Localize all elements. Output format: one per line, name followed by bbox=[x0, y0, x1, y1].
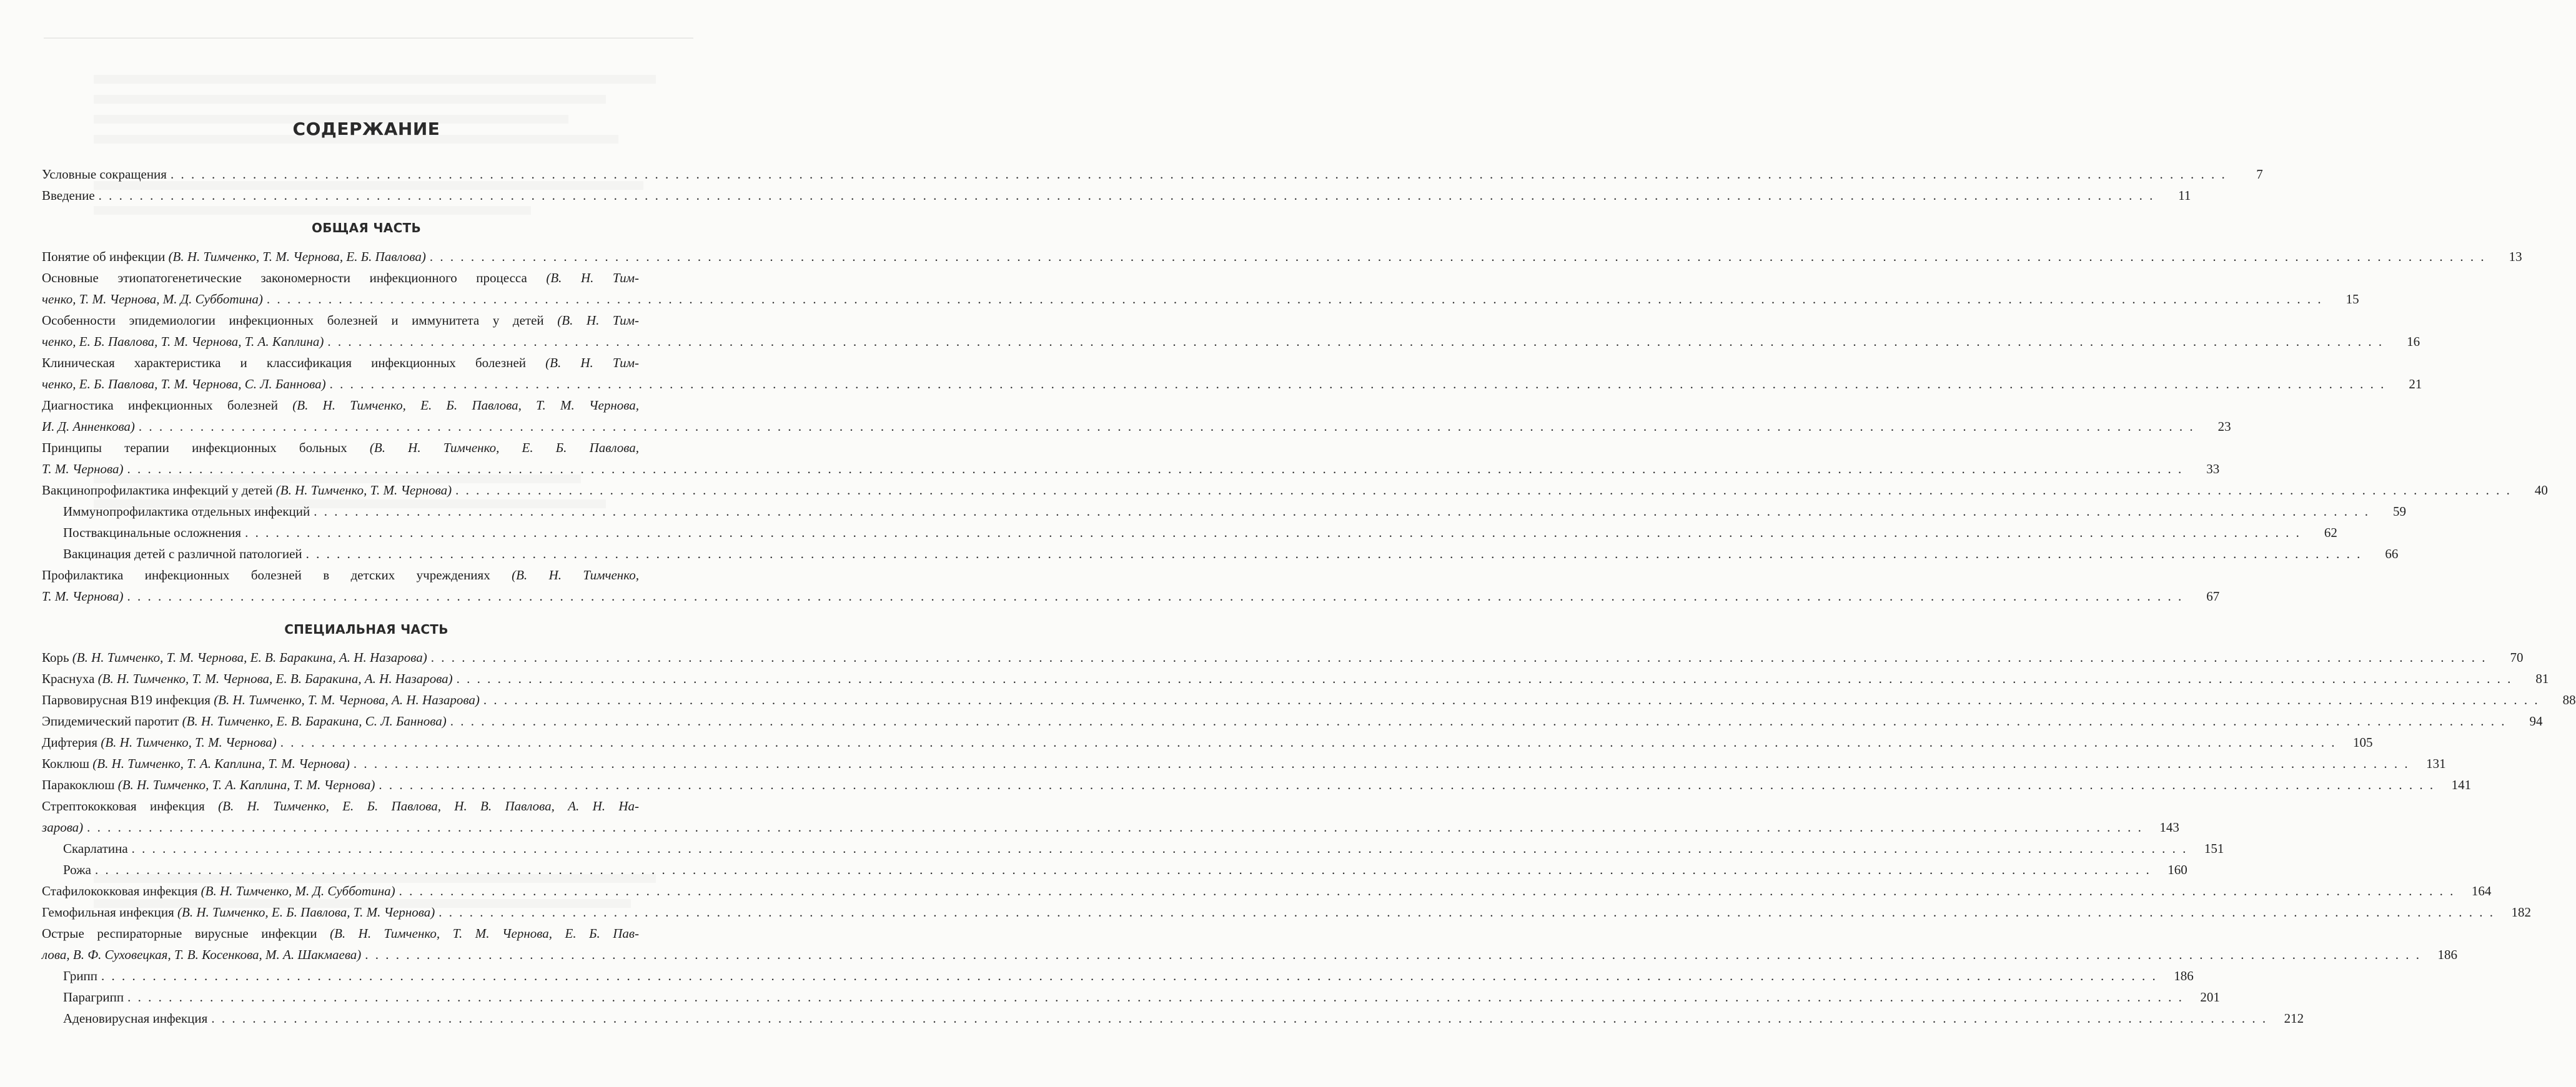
toc-entry-last-line bbox=[42, 416, 2231, 437]
toc-entry-text bbox=[42, 164, 167, 185]
toc-entry[interactable] bbox=[42, 352, 2422, 395]
toc-page-number: 186 bbox=[2174, 968, 2194, 983]
dot-leader: . . . . . . . . . . . . . . . . . . . . . . . . . . . . . . . . . . . . . . . . . . . . . . . . . . . . . . . . . . . . . . . . . . . . . . . . . . . . . . . . . . . . . . . . . . . . . . . . . . . . . . . . . . . . . . . . . . . . . . . . . . . . . . . . . . . . . . . . . . . . . . . . . . . . . . . . . . . . . . . . . . . . . . . . . . . . . . . . . . . . . . . . . . . . . . . . . . . . . . . . bbox=[456, 671, 2513, 686]
toc-entry[interactable] bbox=[42, 395, 2231, 437]
toc-entry[interactable] bbox=[42, 689, 2576, 711]
toc-page-number: 21 bbox=[2409, 376, 2422, 391]
dot-leader: . . . . . . . . . . . . . . . . . . . . . . . . . . . . . . . . . . . . . . . . . . . . . . . . . . . . . . . . . . . . . . . . . . . . . . . . . . . . . . . . . . . . . . . . . . . . . . . . . . . . . . . . . . . . . . . . . . . . . . . . . . . . . . . . . . . . . . . . . . . . . . . . . . . . . . . . . . . . . . . . . . . . . . . . . . . . . . . . . . . . . . . . . . . . . . . . . . . . . . . . bbox=[87, 820, 2143, 835]
toc-entry-text bbox=[42, 944, 361, 965]
toc-entry-text bbox=[42, 373, 326, 395]
toc-entry-text bbox=[42, 185, 95, 206]
toc-entry-last-line bbox=[42, 817, 2179, 838]
toc-entry-title: Особенности эпидемиологии инфекционных болезней и иммунитета у детей bbox=[42, 313, 544, 328]
toc-entry-last-line bbox=[42, 246, 2522, 267]
toc-entry-text bbox=[42, 647, 427, 668]
toc-entry-title: Паракоклюш bbox=[42, 777, 118, 792]
toc-entry-authors: ченко, Е. Б. Павлова, Т. М. Чернова, С. Л. Баннова) bbox=[42, 376, 326, 391]
toc-entry-first-line bbox=[42, 437, 683, 458]
toc-entry-title: Аденовирусная инфекция bbox=[63, 1011, 208, 1026]
toc-entry-last-line bbox=[63, 501, 2407, 522]
toc-entry-last-line bbox=[42, 373, 2422, 395]
toc-page-number: 7 bbox=[2256, 167, 2263, 182]
dot-leader: . . . . . . . . . . . . . . . . . . . . . . . . . . . . . . . . . . . . . . . . . . . . . . . . . . . . . . . . . . . . . . . . . . . . . . . . . . . . . . . . . . . . . . . . . . . . . . . . . . . . . . . . . . . . . . . . . . . . . . . . . . . . . . . . . . . . . . . . . . . . . . . . . . . . . . . . . . . . . . . . . . . . . . . . . . . . . . . . . . . . . . . . . . . . . . . . . . . . . . . . bbox=[379, 777, 2435, 792]
toc-entry-authors: (В. Н. Тимченко, Е. Б. Павлова, Т. М. Чернова) bbox=[177, 905, 435, 920]
toc-entry-authors: Т. М. Чернова) bbox=[42, 589, 124, 604]
toc-entry-last-line bbox=[42, 164, 2263, 185]
toc-entry[interactable] bbox=[42, 310, 2420, 352]
toc-entry-last-line bbox=[42, 185, 2191, 206]
toc-entry-authors: (В. Н. Тимченко, Т. М. Чернова, Е. В. Баракина, А. Н. Назарова) bbox=[97, 671, 453, 686]
dot-leader: . . . . . . . . . . . . . . . . . . . . . . . . . . . . . . . . . . . . . . . . . . . . . . . . . . . . . . . . . . . . . . . . . . . . . . . . . . . . . . . . . . . . . . . . . . . . . . . . . . . . . . . . . . . . . . . . . . . . . . . . . . . . . . . . . . . . . . . . . . . . . . . . . . . . . . . . . . . . . . . . . . . . . . . . . . . . . . . . . . . . . . . . . . . . . . . . . . . . . . . . bbox=[245, 525, 2301, 540]
dot-leader: . . . . . . . . . . . . . . . . . . . . . . . . . . . . . . . . . . . . . . . . . . . . . . . . . . . . . . . . . . . . . . . . . . . . . . . . . . . . . . . . . . . . . . . . . . . . . . . . . . . . . . . . . . . . . . . . . . . . . . . . . . . . . . . . . . . . . . . . . . . . . . . . . . . . . . . . . . . . . . . . . . . . . . . . . . . . . . . . . . . . . . . . . . . . . . . . . . . . . . . . bbox=[327, 334, 2384, 349]
toc-subentry[interactable] bbox=[63, 1008, 2304, 1029]
toc-subentry[interactable] bbox=[63, 522, 2337, 543]
toc-page-number: 67 bbox=[2206, 589, 2220, 604]
toc-entry-last-line bbox=[63, 859, 2187, 880]
dot-leader: . . . . . . . . . . . . . . . . . . . . . . . . . . . . . . . . . . . . . . . . . . . . . . . . . . . . . . . . . . . . . . . . . . . . . . . . . . . . . . . . . . . . . . . . . . . . . . . . . . . . . . . . . . . . . . . . . . . . . . . . . . . . . . . . . . . . . . . . . . . . . . . . . . . . . . . . . . . . . . . . . . . . . . . . . . . . . . . . . . . . . . . . . . . . . . . . . . . . . . . . bbox=[455, 483, 2512, 498]
toc-entry-authors: (В. Н. Тимченко, Е. В. Баракина, С. Л. Баннова) bbox=[182, 714, 447, 729]
toc-entry-last-line bbox=[42, 732, 2373, 753]
toc-entry-title: Принципы терапии инфекционных больных bbox=[42, 440, 347, 455]
toc-entry-title: Парвовирусная В19 инфекция bbox=[42, 692, 214, 707]
dot-leader: . . . . . . . . . . . . . . . . . . . . . . . . . . . . . . . . . . . . . . . . . . . . . . . . . . . . . . . . . . . . . . . . . . . . . . . . . . . . . . . . . . . . . . . . . . . . . . . . . . . . . . . . . . . . . . . . . . . . . . . . . . . . . . . . . . . . . . . . . . . . . . . . . . . . . . . . . . . . . . . . . . . . . . . . . . . . . . . . . . . . . . . . . . . . . . . . . . . . . . . . bbox=[483, 692, 2540, 707]
toc-entry[interactable] bbox=[42, 902, 2532, 923]
toc-entry-text bbox=[42, 689, 480, 711]
toc-entry-title: Парагрипп bbox=[63, 990, 124, 1005]
dot-leader: . . . . . . . . . . . . . . . . . . . . . . . . . . . . . . . . . . . . . . . . . . . . . . . . . . . . . . . . . . . . . . . . . . . . . . . . . . . . . . . . . . . . . . . . . . . . . . . . . . . . . . . . . . . . . . . . . . . . . . . . . . . . . . . . . . . . . . . . . . . . . . . . . . . . . . . . . . . . . . . . . . . . . . . . . . . . . . . . . . . . . . . . . . . . . . . . . . . . . . . . bbox=[101, 968, 2157, 983]
toc-entry-title: Введение bbox=[42, 188, 95, 203]
toc-entry-text bbox=[63, 859, 91, 880]
toc-entry-last-line bbox=[42, 668, 2549, 689]
toc-entry-title: Вакцинопрофилактика инфекций у детей bbox=[42, 483, 276, 498]
toc-page-number: 13 bbox=[2509, 249, 2522, 264]
toc-entry-title: Иммунопрофилактика отдельных инфекций bbox=[63, 504, 310, 519]
toc-entry-text bbox=[42, 586, 124, 607]
toc-entry-authors: (В. Н. Тимченко, Т. М. Чернова, А. Н. Назарова) bbox=[214, 692, 480, 707]
toc-entry-title: Краснуха bbox=[42, 671, 98, 686]
toc-entry-title: Скарлатина bbox=[63, 841, 128, 856]
toc-entry-text bbox=[42, 880, 395, 902]
dot-leader: . . . . . . . . . . . . . . . . . . . . . . . . . . . . . . . . . . . . . . . . . . . . . . . . . . . . . . . . . . . . . . . . . . . . . . . . . . . . . . . . . . . . . . . . . . . . . . . . . . . . . . . . . . . . . . . . . . . . . . . . . . . . . . . . . . . . . . . . . . . . . . . . . . . . . . . . . . . . . . . . . . . . . . . . . . . . . . . . . . . . . . . . . . . . . . . . . . . . . . . . bbox=[365, 947, 2422, 962]
toc-entry-last-line bbox=[42, 902, 2532, 923]
toc-entry-authors: (В. Н. Тимченко, Т. А. Каплина, Т. М. Чернова) bbox=[92, 756, 350, 771]
toc-entry-title: Понятие об инфекции bbox=[42, 249, 169, 264]
toc-entry-text bbox=[42, 817, 83, 838]
toc-page-number: 15 bbox=[2346, 292, 2359, 307]
toc-entry-title: Острые респираторные вирусные инфекции bbox=[42, 926, 317, 941]
toc-page-number: 151 bbox=[2204, 841, 2224, 856]
toc-entry-text bbox=[42, 246, 426, 267]
toc-entry-last-line bbox=[42, 944, 2458, 965]
toc-entry-text bbox=[42, 774, 375, 795]
toc-entry-last-line bbox=[63, 1008, 2304, 1029]
toc-entry[interactable] bbox=[42, 246, 2522, 267]
dot-leader: . . . . . . . . . . . . . . . . . . . . . . . . . . . . . . . . . . . . . . . . . . . . . . . . . . . . . . . . . . . . . . . . . . . . . . . . . . . . . . . . . . . . . . . . . . . . . . . . . . . . . . . . . . . . . . . . . . . . . . . . . . . . . . . . . . . . . . . . . . . . . . . . . . . . . . . . . . . . . . . . . . . . . . . . . . . . . . . . . . . . . . . . . . . . . . . . . . . . . . . . bbox=[430, 650, 2487, 665]
toc-subentry[interactable] bbox=[63, 986, 2220, 1008]
dot-leader: . . . . . . . . . . . . . . . . . . . . . . . . . . . . . . . . . . . . . . . . . . . . . . . . . . . . . . . . . . . . . . . . . . . . . . . . . . . . . . . . . . . . . . . . . . . . . . . . . . . . . . . . . . . . . . . . . . . . . . . . . . . . . . . . . . . . . . . . . . . . . . . . . . . . . . . . . . . . . . . . . . . . . . . . . . . . . . . . . . . . . . . . . . . . . . . . . . . . . . . . bbox=[170, 167, 2227, 182]
toc-entry-title: Диагностика инфекционных болезней bbox=[42, 398, 278, 413]
toc-entry-text bbox=[42, 753, 350, 774]
dot-leader: . . . . . . . . . . . . . . . . . . . . . . . . . . . . . . . . . . . . . . . . . . . . . . . . . . . . . . . . . . . . . . . . . . . . . . . . . . . . . . . . . . . . . . . . . . . . . . . . . . . . . . . . . . . . . . . . . . . . . . . . . . . . . . . . . . . . . . . . . . . . . . . . . . . . . . . . . . . . . . . . . . . . . . . . . . . . . . . . . . . . . . . . . . . . . . . . . . . . . . . . bbox=[399, 883, 2455, 898]
toc-entry[interactable] bbox=[42, 880, 2492, 902]
toc-entry-text bbox=[63, 543, 302, 564]
toc-entry-text bbox=[63, 1008, 207, 1029]
toc-page-number: 62 bbox=[2324, 525, 2337, 540]
toc-subentry[interactable] bbox=[63, 501, 2407, 522]
dot-leader: . . . . . . . . . . . . . . . . . . . . . . . . . . . . . . . . . . . . . . . . . . . . . . . . . . . . . . . . . . . . . . . . . . . . . . . . . . . . . . . . . . . . . . . . . . . . . . . . . . . . . . . . . . . . . . . . . . . . . . . . . . . . . . . . . . . . . . . . . . . . . . . . . . . . . . . . . . . . . . . . . . . . . . . . . . . . . . . . . . . . . . . . . . . . . . . . . . . . . . . . bbox=[353, 756, 2410, 771]
toc-entry-title: Гемофильная инфекция bbox=[42, 905, 178, 920]
toc-entry-last-line bbox=[63, 986, 2220, 1008]
toc-entry-text bbox=[42, 288, 263, 310]
toc-page-number: 105 bbox=[2352, 735, 2373, 750]
toc-entry-authors: (В. Н. Тим- bbox=[543, 313, 639, 328]
toc-entry-first-line bbox=[42, 352, 683, 373]
toc-entry-first-line bbox=[42, 564, 683, 586]
toc-entry-last-line bbox=[42, 458, 2220, 480]
toc-entry-first-line bbox=[42, 310, 683, 331]
page-title: СОДЕРЖАНИЕ bbox=[292, 119, 440, 139]
toc-entry-text bbox=[42, 711, 447, 732]
toc-entry[interactable] bbox=[42, 437, 2220, 480]
toc-entry-title: Грипп bbox=[63, 968, 98, 983]
toc-entry-text bbox=[63, 986, 124, 1008]
toc-page-number: 201 bbox=[2200, 990, 2220, 1005]
dot-leader: . . . . . . . . . . . . . . . . . . . . . . . . . . . . . . . . . . . . . . . . . . . . . . . . . . . . . . . . . . . . . . . . . . . . . . . . . . . . . . . . . . . . . . . . . . . . . . . . . . . . . . . . . . . . . . . . . . . . . . . . . . . . . . . . . . . . . . . . . . . . . . . . . . . . . . . . . . . . . . . . . . . . . . . . . . . . . . . . . . . . . . . . . . . . . . . . . . . . . . . . bbox=[329, 376, 2386, 391]
toc-entry[interactable] bbox=[42, 267, 2359, 310]
toc-entry-title: Стрептококковая инфекция bbox=[42, 799, 205, 814]
toc-page-number: 23 bbox=[2217, 419, 2231, 434]
toc-entry-text bbox=[63, 838, 128, 859]
dot-leader: . . . . . . . . . . . . . . . . . . . . . . . . . . . . . . . . . . . . . . . . . . . . . . . . . . . . . . . . . . . . . . . . . . . . . . . . . . . . . . . . . . . . . . . . . . . . . . . . . . . . . . . . . . . . . . . . . . . . . . . . . . . . . . . . . . . . . . . . . . . . . . . . . . . . . . . . . . . . . . . . . . . . . . . . . . . . . . . . . . . . . . . . . . . . . . . . . . . . . . . . bbox=[211, 1011, 2268, 1026]
toc-subentry[interactable] bbox=[63, 543, 2399, 564]
toc-subentry[interactable] bbox=[63, 965, 2194, 986]
dot-leader: . . . . . . . . . . . . . . . . . . . . . . . . . . . . . . . . . . . . . . . . . . . . . . . . . . . . . . . . . . . . . . . . . . . . . . . . . . . . . . . . . . . . . . . . . . . . . . . . . . . . . . . . . . . . . . . . . . . . . . . . . . . . . . . . . . . . . . . . . . . . . . . . . . . . . . . . . . . . . . . . . . . . . . . . . . . . . . . . . . . . . . . . . . . . . . . . . . . . . . . . bbox=[266, 292, 2323, 307]
dot-leader: . . . . . . . . . . . . . . . . . . . . . . . . . . . . . . . . . . . . . . . . . . . . . . . . . . . . . . . . . . . . . . . . . . . . . . . . . . . . . . . . . . . . . . . . . . . . . . . . . . . . . . . . . . . . . . . . . . . . . . . . . . . . . . . . . . . . . . . . . . . . . . . . . . . . . . . . . . . . . . . . . . . . . . . . . . . . . . . . . . . . . . . . . . . . . . . . . . . . . . . . bbox=[131, 841, 2188, 856]
toc-entry[interactable] bbox=[42, 753, 2446, 774]
dot-leader: . . . . . . . . . . . . . . . . . . . . . . . . . . . . . . . . . . . . . . . . . . . . . . . . . . . . . . . . . . . . . . . . . . . . . . . . . . . . . . . . . . . . . . . . . . . . . . . . . . . . . . . . . . . . . . . . . . . . . . . . . . . . . . . . . . . . . . . . . . . . . . . . . . . . . . . . . . . . . . . . . . . . . . . . . . . . . . . . . . . . . . . . . . . . . . . . . . . . . . . . bbox=[305, 546, 2362, 561]
toc-entry-first-line bbox=[42, 923, 683, 944]
toc-page-number: 131 bbox=[2426, 756, 2446, 771]
toc-entry-title: Условные сокращения bbox=[42, 167, 167, 182]
toc-entry-last-line bbox=[63, 543, 2399, 564]
toc-entry-last-line bbox=[42, 753, 2446, 774]
toc-entry-authors: (В. Н. Тимченко, Т. А. Каплина, Т. М. Чернова) bbox=[117, 777, 375, 792]
toc-entry-authors: (В. Н. Тимченко, Е. Б. Павлова, Н. В. Павлова, А. Н. На- bbox=[204, 799, 639, 814]
toc-page-number: 16 bbox=[2407, 334, 2420, 349]
toc-entry-authors: (В. Н. Тимченко, Т. М. Чернова) bbox=[275, 483, 452, 498]
toc-entry-authors: зарова) bbox=[42, 820, 84, 835]
toc-entry[interactable] bbox=[42, 164, 2263, 185]
toc-entry-text bbox=[63, 501, 310, 522]
toc-entry-authors: (В. Н. Тим- bbox=[526, 355, 640, 370]
toc-entry-authors: ченко, Т. М. Чернова, М. Д. Субботина) bbox=[42, 292, 263, 307]
toc-page-number: 164 bbox=[2471, 883, 2492, 898]
toc-entry-authors: (В. Н. Тимченко, Т. М. Чернова, Е. Б. Павлова) bbox=[168, 249, 426, 264]
toc-entry-authors: (В. Н. Тимченко, Т. М. Чернова, Е. В. Баракина, А. Н. Назарова) bbox=[72, 650, 427, 665]
toc-entry-title: Корь bbox=[42, 650, 72, 665]
toc-entry-title: Клиническая характеристика и классификация инфекционных болезней bbox=[42, 355, 527, 370]
toc-page-number: 141 bbox=[2451, 777, 2472, 792]
dot-leader: . . . . . . . . . . . . . . . . . . . . . . . . . . . . . . . . . . . . . . . . . . . . . . . . . . . . . . . . . . . . . . . . . . . . . . . . . . . . . . . . . . . . . . . . . . . . . . . . . . . . . . . . . . . . . . . . . . . . . . . . . . . . . . . . . . . . . . . . . . . . . . . . . . . . . . . . . . . . . . . . . . . . . . . . . . . . . . . . . . . . . . . . . . . . . . . . . . . . . . . . bbox=[450, 714, 2507, 729]
toc-entry-text bbox=[63, 522, 241, 543]
toc-page-number: 66 bbox=[2385, 546, 2399, 561]
toc-entry-authors: И. Д. Анненкова) bbox=[42, 419, 135, 434]
toc-entry[interactable] bbox=[42, 923, 2458, 965]
section-heading-special: СПЕЦИАЛЬНАЯ ЧАСТЬ bbox=[284, 622, 448, 637]
dot-leader: . . . . . . . . . . . . . . . . . . . . . . . . . . . . . . . . . . . . . . . . . . . . . . . . . . . . . . . . . . . . . . . . . . . . . . . . . . . . . . . . . . . . . . . . . . . . . . . . . . . . . . . . . . . . . . . . . . . . . . . . . . . . . . . . . . . . . . . . . . . . . . . . . . . . . . . . . . . . . . . . . . . . . . . . . . . . . . . . . . . . . . . . . . . . . . . . . . . . . . . . bbox=[127, 461, 2184, 476]
toc-page-number: 40 bbox=[2534, 483, 2548, 498]
toc-entry-title: Коклюш bbox=[42, 756, 93, 771]
toc-entry-authors: (В. Н. Тимченко, Е. Б. Павлова, Т. М. Чернова, bbox=[277, 398, 639, 413]
toc-entry-authors: (В. Н. Тимченко, М. Д. Субботина) bbox=[201, 883, 395, 898]
toc-entry-title: Основные этиопатогенетические закономерности инфекционного процесса bbox=[42, 270, 527, 285]
toc-entry-text bbox=[42, 331, 324, 352]
toc-entry-text bbox=[42, 668, 453, 689]
toc-entry-authors: ченко, Е. Б. Павлова, Т. М. Чернова, Т. А. Каплина) bbox=[42, 334, 324, 349]
toc-entry-title: Вакцинация детей с различной патологией bbox=[63, 546, 302, 561]
toc-entry-text bbox=[42, 458, 124, 480]
dot-leader: . . . . . . . . . . . . . . . . . . . . . . . . . . . . . . . . . . . . . . . . . . . . . . . . . . . . . . . . . . . . . . . . . . . . . . . . . . . . . . . . . . . . . . . . . . . . . . . . . . . . . . . . . . . . . . . . . . . . . . . . . . . . . . . . . . . . . . . . . . . . . . . . . . . . . . . . . . . . . . . . . . . . . . . . . . . . . . . . . . . . . . . . . . . . . . . . . . . . . . . . bbox=[314, 504, 2370, 519]
dot-leader: . . . . . . . . . . . . . . . . . . . . . . . . . . . . . . . . . . . . . . . . . . . . . . . . . . . . . . . . . . . . . . . . . . . . . . . . . . . . . . . . . . . . . . . . . . . . . . . . . . . . . . . . . . . . . . . . . . . . . . . . . . . . . . . . . . . . . . . . . . . . . . . . . . . . . . . . . . . . . . . . . . . . . . . . . . . . . . . . . . . . . . . . . . . . . . . . . . . . . . . . bbox=[280, 735, 2337, 750]
toc-entry-last-line bbox=[63, 838, 2224, 859]
dot-leader: . . . . . . . . . . . . . . . . . . . . . . . . . . . . . . . . . . . . . . . . . . . . . . . . . . . . . . . . . . . . . . . . . . . . . . . . . . . . . . . . . . . . . . . . . . . . . . . . . . . . . . . . . . . . . . . . . . . . . . . . . . . . . . . . . . . . . . . . . . . . . . . . . . . . . . . . . . . . . . . . . . . . . . . . . . . . . . . . . . . . . . . . . . . . . . . . . . . . . . . . bbox=[94, 862, 2151, 877]
toc-entry-text bbox=[63, 965, 97, 986]
toc-page-number: 160 bbox=[2167, 862, 2187, 877]
toc-page-number: 88 bbox=[2562, 692, 2576, 707]
toc-entry-last-line bbox=[42, 647, 2524, 668]
toc-entry[interactable] bbox=[42, 647, 2524, 668]
toc-entry-authors: (В. Н. Тимченко, Т. М. Чернова, Е. Б. Пав- bbox=[317, 926, 639, 941]
toc-entry[interactable] bbox=[42, 711, 2543, 732]
toc-entry-authors: (В. Н. Тимченко, Т. М. Чернова) bbox=[101, 735, 277, 750]
toc-page-number: 33 bbox=[2206, 461, 2220, 476]
toc-entry[interactable] bbox=[42, 795, 2179, 838]
toc-entry-last-line bbox=[42, 586, 2220, 607]
toc-entry-text bbox=[42, 480, 452, 501]
toc-subentry[interactable] bbox=[63, 838, 2224, 859]
toc-entry-first-line bbox=[42, 795, 683, 817]
toc-entry-authors: лова, В. Ф. Суховецкая, Т. В. Косенкова, М. А. Шакмаева) bbox=[42, 947, 362, 962]
toc-entry-title: Эпидемический паротит bbox=[42, 714, 182, 729]
toc-page-number: 59 bbox=[2393, 504, 2407, 519]
toc-entry-last-line bbox=[42, 331, 2420, 352]
toc-page-number: 11 bbox=[2178, 188, 2191, 203]
toc-entry[interactable] bbox=[42, 480, 2548, 501]
toc-entry-last-line bbox=[42, 711, 2543, 732]
toc-entry[interactable] bbox=[42, 668, 2549, 689]
dot-leader: . . . . . . . . . . . . . . . . . . . . . . . . . . . . . . . . . . . . . . . . . . . . . . . . . . . . . . . . . . . . . . . . . . . . . . . . . . . . . . . . . . . . . . . . . . . . . . . . . . . . . . . . . . . . . . . . . . . . . . . . . . . . . . . . . . . . . . . . . . . . . . . . . . . . . . . . . . . . . . . . . . . . . . . . . . . . . . . . . . . . . . . . . . . . . . . . . . . . . . . . bbox=[98, 188, 2155, 203]
toc-entry[interactable] bbox=[42, 564, 2220, 607]
toc-page-number: 94 bbox=[2529, 714, 2543, 729]
toc-entry-last-line bbox=[63, 522, 2337, 543]
toc-entry-authors: Т. М. Чернова) bbox=[42, 461, 124, 476]
dot-leader: . . . . . . . . . . . . . . . . . . . . . . . . . . . . . . . . . . . . . . . . . . . . . . . . . . . . . . . . . . . . . . . . . . . . . . . . . . . . . . . . . . . . . . . . . . . . . . . . . . . . . . . . . . . . . . . . . . . . . . . . . . . . . . . . . . . . . . . . . . . . . . . . . . . . . . . . . . . . . . . . . . . . . . . . . . . . . . . . . . . . . . . . . . . . . . . . . . . . . . . . bbox=[429, 249, 2486, 264]
toc-entry-first-line bbox=[42, 395, 683, 416]
toc-entry-text bbox=[42, 732, 277, 753]
toc-page-number: 70 bbox=[2510, 650, 2524, 665]
toc-entry-authors: (В. Н. Тим- bbox=[527, 270, 639, 285]
toc-page-number: 143 bbox=[2159, 820, 2179, 835]
toc-entry-last-line bbox=[63, 965, 2194, 986]
toc-entry-title: Профилактика инфекционных болезней в детских учреждениях bbox=[42, 568, 490, 583]
toc-entry-title: Поствакцинальные осложнения bbox=[63, 525, 242, 540]
toc-entry-authors: (В. Н. Тимченко, Е. Б. Павлова, bbox=[347, 440, 639, 455]
toc-page-number: 186 bbox=[2437, 947, 2458, 962]
dot-leader: . . . . . . . . . . . . . . . . . . . . . . . . . . . . . . . . . . . . . . . . . . . . . . . . . . . . . . . . . . . . . . . . . . . . . . . . . . . . . . . . . . . . . . . . . . . . . . . . . . . . . . . . . . . . . . . . . . . . . . . . . . . . . . . . . . . . . . . . . . . . . . . . . . . . . . . . . . . . . . . . . . . . . . . . . . . . . . . . . . . . . . . . . . . . . . . . . . . . . . . . bbox=[127, 990, 2184, 1005]
toc-entry-last-line bbox=[42, 288, 2359, 310]
toc-subentry[interactable] bbox=[63, 859, 2187, 880]
toc-page-number: 212 bbox=[2284, 1011, 2304, 1026]
dot-leader: . . . . . . . . . . . . . . . . . . . . . . . . . . . . . . . . . . . . . . . . . . . . . . . . . . . . . . . . . . . . . . . . . . . . . . . . . . . . . . . . . . . . . . . . . . . . . . . . . . . . . . . . . . . . . . . . . . . . . . . . . . . . . . . . . . . . . . . . . . . . . . . . . . . . . . . . . . . . . . . . . . . . . . . . . . . . . . . . . . . . . . . . . . . . . . . . . . . . . . . . bbox=[127, 589, 2184, 604]
toc-entry-text bbox=[42, 416, 135, 437]
toc-entry-first-line bbox=[42, 267, 683, 288]
toc-entry-title: Рожа bbox=[63, 862, 91, 877]
toc-entry-title: Дифтерия bbox=[42, 735, 101, 750]
toc-entry-title: Стафилококковая инфекция bbox=[42, 883, 201, 898]
toc-entry-text bbox=[42, 902, 435, 923]
toc-entry[interactable] bbox=[42, 185, 2191, 206]
toc-entry[interactable] bbox=[42, 732, 2373, 753]
toc-entry-last-line bbox=[42, 689, 2576, 711]
toc-page-number: 182 bbox=[2511, 905, 2532, 920]
section-heading-general: ОБЩАЯ ЧАСТЬ bbox=[311, 220, 422, 235]
toc-entry-last-line bbox=[42, 880, 2492, 902]
toc-entry[interactable] bbox=[42, 774, 2472, 795]
toc-entry-last-line bbox=[42, 774, 2472, 795]
toc-entry-authors: (В. Н. Тимченко, bbox=[490, 568, 639, 583]
dot-leader: . . . . . . . . . . . . . . . . . . . . . . . . . . . . . . . . . . . . . . . . . . . . . . . . . . . . . . . . . . . . . . . . . . . . . . . . . . . . . . . . . . . . . . . . . . . . . . . . . . . . . . . . . . . . . . . . . . . . . . . . . . . . . . . . . . . . . . . . . . . . . . . . . . . . . . . . . . . . . . . . . . . . . . . . . . . . . . . . . . . . . . . . . . . . . . . . . . . . . . . . bbox=[138, 419, 2195, 434]
dot-leader: . . . . . . . . . . . . . . . . . . . . . . . . . . . . . . . . . . . . . . . . . . . . . . . . . . . . . . . . . . . . . . . . . . . . . . . . . . . . . . . . . . . . . . . . . . . . . . . . . . . . . . . . . . . . . . . . . . . . . . . . . . . . . . . . . . . . . . . . . . . . . . . . . . . . . . . . . . . . . . . . . . . . . . . . . . . . . . . . . . . . . . . . . . . . . . . . . . . . . . . . bbox=[438, 905, 2495, 920]
toc-entry-last-line bbox=[42, 480, 2548, 501]
toc-page-number: 81 bbox=[2535, 671, 2549, 686]
